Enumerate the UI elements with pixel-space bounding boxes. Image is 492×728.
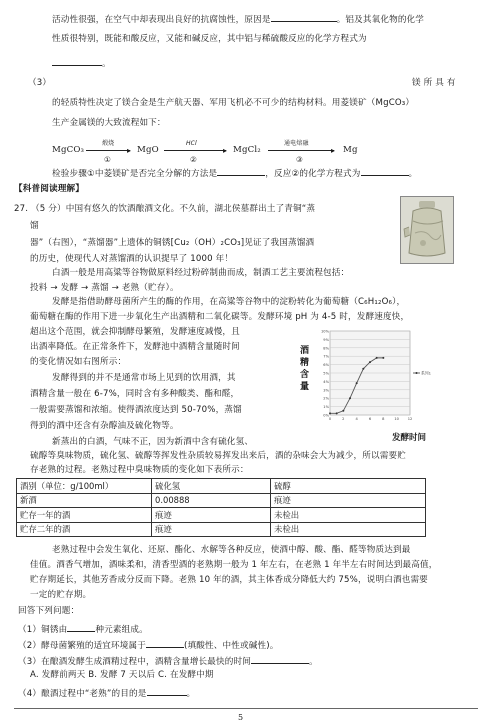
table-cell: 0.00888 bbox=[152, 493, 271, 508]
section-heading: 【科普阅读理解】 bbox=[14, 184, 84, 194]
y-tick-label: 10% bbox=[321, 329, 329, 334]
table-row bbox=[17, 493, 426, 508]
data-point bbox=[369, 361, 371, 363]
flow-step: MgCO₃ bbox=[52, 145, 85, 155]
text-line: 存老熟的过程。老熟过程中臭味物质的变化如下表所示： bbox=[30, 465, 249, 475]
table-header: 硫醇 bbox=[271, 479, 426, 494]
text-line: 发酵得到的并不是通常市场上见到的饮用酒，其 bbox=[52, 373, 236, 383]
y-tick-label: 1% bbox=[323, 405, 329, 410]
chart-plot bbox=[316, 327, 440, 427]
sub-question: （4）酿酒过程中“老熟”的目的是 。 bbox=[18, 686, 195, 700]
data-point bbox=[356, 382, 358, 384]
y-tick-label: 9% bbox=[323, 337, 329, 342]
flow-step: MgCl₂ bbox=[233, 145, 261, 155]
data-point bbox=[329, 412, 331, 414]
y-tick-label: 6% bbox=[323, 363, 329, 368]
text-line: 器”（右图），“蒸馏器”上遗体的铜锈[Cu₂（OH）₂CO₃]见证了我国蒸馏酒 bbox=[30, 238, 315, 248]
text-line: 葡萄糖在酶的作用下进一步氧化生产出酒精和二氧化碳等。发酵环境 pH 为 4-5 时，发酵速度快， bbox=[30, 312, 410, 322]
answer-blank bbox=[146, 638, 184, 648]
flow-condition: HCl bbox=[186, 140, 197, 147]
text-line: 的轻质特性决定了镁合金是生产航天器、军用飞机必不可少的结构材料。用菱镁矿（MgCO₃） bbox=[52, 98, 415, 108]
text-line: 镁 所 具 有 bbox=[412, 78, 456, 88]
text-line: 白酒一般是用高粱等谷物做原料经过粉碎制曲而成，制酒工艺主要流程包括： bbox=[52, 268, 350, 278]
table-cell: 痕迹 bbox=[271, 493, 426, 508]
x-tick-label: 12 bbox=[407, 417, 413, 421]
flow-step: MgO bbox=[137, 145, 159, 155]
answer-blank bbox=[361, 166, 409, 176]
text-line: 一定的贮存期。 bbox=[30, 590, 92, 600]
question-stem: 27. （5 分）中国有悠久的饮酒酿酒文化。不久前，湖北侯墓群出土了青铜“蒸 bbox=[14, 204, 316, 214]
x-tick-label: 4 bbox=[355, 417, 358, 421]
legend-label: 系列1 bbox=[421, 370, 432, 376]
y-tick-label: 8% bbox=[323, 346, 329, 351]
arrow-head: ▸ bbox=[331, 146, 336, 155]
text-line: 老熟过程中会发生氧化、还原、酯化、水解等各种反应，使酒中醇、酸、酯、醛等物质达到最 bbox=[52, 545, 411, 555]
alcohol-content-chart bbox=[300, 325, 440, 443]
chart-ylabel: 酒精含量 bbox=[300, 346, 310, 392]
text-line: 贮存期延长，其他芳香成分反而下降。老熟 10 年的酒，其主体香成分降低大约 75%，说明白酒也需要 bbox=[30, 575, 428, 585]
y-tick-label: 0% bbox=[323, 413, 329, 418]
sub-question: （3）在酿酒发酵生成酒精过程中，酒精含量增长最快的时间 。 bbox=[18, 654, 318, 668]
text-line: 回答下列问题： bbox=[18, 606, 80, 616]
x-tick-label: 6 bbox=[368, 417, 372, 421]
answer-blank bbox=[52, 56, 102, 66]
text-line: 得到的酒中还含有杂醇油及硫化物等。 bbox=[30, 421, 179, 431]
flow-step: Mg bbox=[343, 145, 358, 155]
x-tick-label: 0 bbox=[328, 417, 332, 421]
flow-arrow bbox=[86, 150, 130, 151]
text-line: 出酒率降低。在正常条件下，发酵池中酒精含量随时间 bbox=[30, 342, 240, 352]
text-line: 的变化情况如右图所示： bbox=[30, 357, 127, 367]
table-cell: 痕迹 bbox=[152, 508, 271, 523]
table-row bbox=[17, 522, 426, 537]
text-line: 生产金属镁的大致流程如下： bbox=[52, 118, 166, 128]
y-tick-label: 3% bbox=[323, 388, 329, 393]
footer-rule bbox=[14, 708, 478, 709]
step-marker: ③ bbox=[296, 155, 303, 164]
step-marker: ② bbox=[190, 155, 197, 164]
x-tick-label: 8 bbox=[382, 417, 385, 421]
text-line: 超出这个范围，就会抑制酵母繁殖，发酵速度减慢，且 bbox=[30, 327, 240, 337]
table-cell: 未检出 bbox=[271, 522, 426, 537]
data-point bbox=[376, 357, 378, 359]
table-cell: 新酒 bbox=[17, 493, 152, 508]
text-line: 性质很特别，既能和酸反应，又能和碱反应，其中铝与稀硫酸反应的化学方程式为 bbox=[52, 34, 367, 44]
data-point bbox=[362, 368, 364, 370]
sub-question: （2）酵母菌繁殖的适宜环境属于 (填酸性、中性或碱性)。 bbox=[18, 638, 278, 652]
table-cell: 未检出 bbox=[271, 508, 426, 523]
y-tick-label: 2% bbox=[323, 396, 329, 401]
data-point bbox=[336, 412, 338, 414]
answer-blank bbox=[67, 622, 95, 632]
text-line: 检验步骤①中菱镁矿是否完全分解的方法是 ，反应②的化学方程式为 。 bbox=[52, 166, 417, 180]
step-marker: ① bbox=[104, 155, 111, 164]
flow-condition: 通电熔融 bbox=[284, 140, 309, 147]
table-cell: 痕迹 bbox=[152, 522, 271, 537]
answer-options: A. 发酵前两天 B. 发酵 7 天以后 C. 在发酵中期 bbox=[30, 670, 214, 680]
table-cell: 贮存二年的酒 bbox=[17, 522, 152, 537]
table-header: 酒别（单位：g/100ml） bbox=[17, 479, 152, 494]
text-line: 酒精含量一般在 6-7%，同时含有多种酸类、酯和醛， bbox=[30, 389, 240, 399]
process-line: 投料 → 发酵 → 蒸馏 → 老熟（贮存）。 bbox=[30, 283, 179, 293]
data-point bbox=[382, 357, 384, 359]
text-line: 佳值。酒香气增加，酒味柔和，清香型酒的老熟期一般为 1 年左右，在老熟 1 年半左右时间达到最高值， bbox=[30, 560, 438, 570]
flow-condition: 煅烧 bbox=[102, 140, 115, 147]
text-line: 硫醇等臭味物质，硫化氢、硫醇等挥发性杂质较易挥发出来后，酒的杂味会大为减少，所以需要贮 bbox=[30, 451, 406, 461]
odor-table bbox=[16, 478, 426, 537]
x-tick-label: 2 bbox=[342, 417, 345, 421]
flow-arrow bbox=[268, 150, 334, 151]
table-cell: 贮存一年的酒 bbox=[17, 508, 152, 523]
page-number: 5 bbox=[238, 713, 244, 722]
distiller-photo bbox=[400, 196, 454, 264]
legend-marker bbox=[416, 372, 418, 374]
question-number: （3） bbox=[28, 78, 52, 88]
data-point bbox=[342, 410, 344, 412]
y-tick-label: 4% bbox=[323, 379, 329, 384]
data-point bbox=[349, 397, 351, 399]
text-line: 发酵是指借助酵母菌所产生的酶的作用，在高粱等谷物中的淀粉转化为葡萄糖（C₆H₁₂O₆）， bbox=[52, 297, 406, 307]
table-header: 硫化氢 bbox=[152, 479, 271, 494]
sub-question: （1）铜锈由 种元素组成。 bbox=[18, 622, 148, 636]
flow-arrow bbox=[164, 150, 226, 151]
answer-blank bbox=[147, 686, 187, 696]
arrow-head: ▸ bbox=[127, 146, 132, 155]
answer-blank bbox=[271, 12, 337, 22]
text-line: 一般需要蒸馏和浓缩。使得酒浓度达到 50-70%，蒸馏 bbox=[30, 405, 242, 415]
x-tick-label: 10 bbox=[394, 417, 399, 421]
answer-blank bbox=[217, 166, 265, 176]
answer-blank bbox=[251, 654, 309, 664]
text-line: 活动性很强，在空气中却表现出良好的抗腐蚀性，原因是 。铝及其氧化物的化学 bbox=[52, 12, 424, 26]
text-line: 的历史，使现代人对蒸馏酒的认识提早了 1000 年！ bbox=[30, 254, 234, 264]
text-line: 新蒸出的白酒，气味不正，因为新酒中含有硫化氢、 bbox=[52, 437, 254, 447]
table-header-row bbox=[17, 479, 426, 494]
arrow-head: ▸ bbox=[223, 146, 228, 155]
table-row bbox=[17, 508, 426, 523]
text-line: 馏 bbox=[30, 221, 39, 231]
y-tick-label: 7% bbox=[323, 354, 329, 359]
chart-xlabel: 发酵时间 bbox=[392, 433, 427, 443]
text-line: 。 bbox=[52, 56, 111, 70]
y-tick-label: 5% bbox=[323, 371, 329, 376]
